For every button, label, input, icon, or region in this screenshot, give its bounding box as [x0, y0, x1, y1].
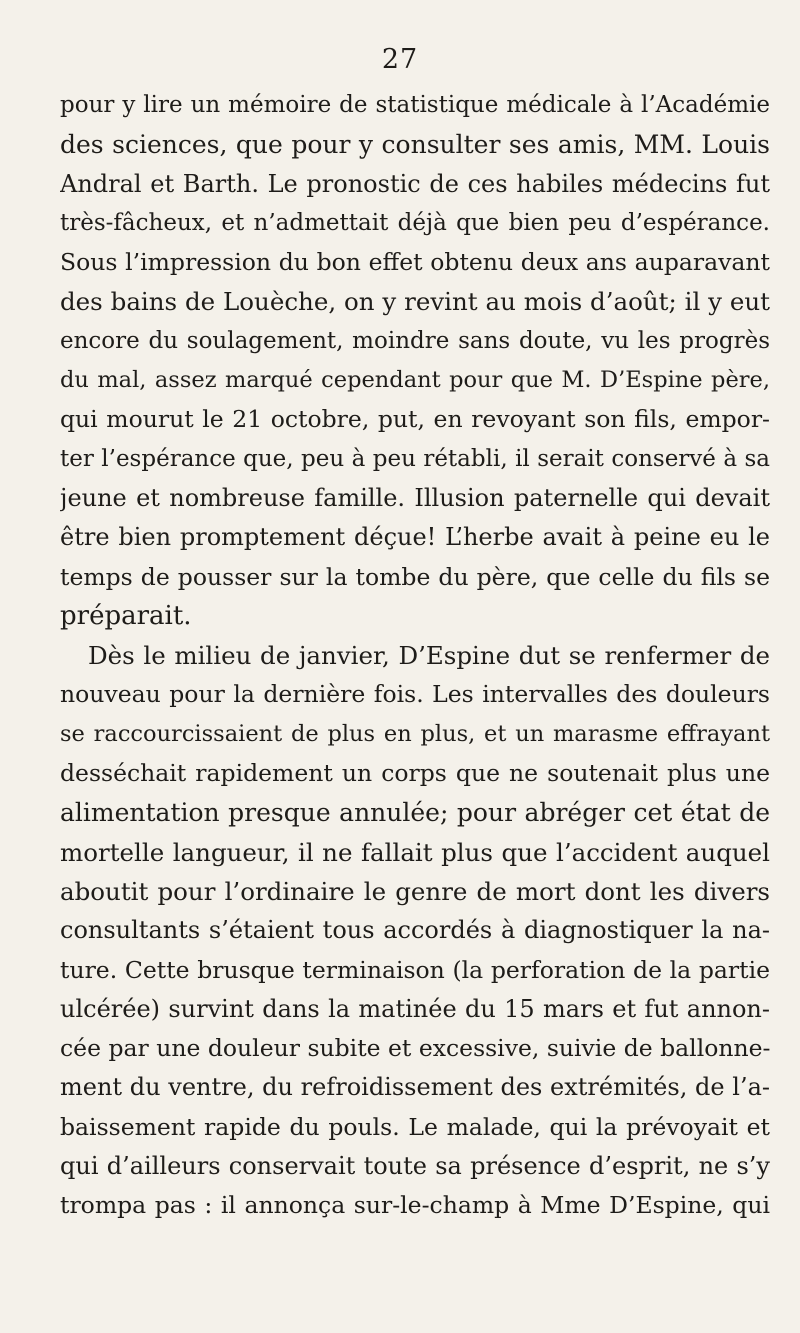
text-line: être bien promptement déçue! L’herbe avait à peine eu le: [60, 523, 770, 552]
text-line: nouveau pour la dernière fois. Les intervalles des douleurs: [60, 680, 770, 709]
text-line: mortelle langueur, il ne fallait plus que l’accident auquel: [60, 837, 770, 867]
text-line: se raccourcissaient de plus en plus, et un marasme effrayant: [60, 720, 770, 747]
text-line: du mal, assez marqué cependant pour que M. D’Espine père,: [60, 367, 770, 394]
text-line: préparait.: [60, 600, 192, 631]
body-text: [60, 86, 770, 1226]
text-line: qui d’ailleurs conservait toute sa présence d’esprit, ne s’y: [60, 1152, 770, 1181]
page-number: 27: [381, 44, 419, 75]
text-line: Dès le milieu de janvier, D’Espine dut se renfermer de: [88, 641, 770, 671]
text-line: Sous l’impression du bon effet obtenu deux ans auparavant: [60, 248, 770, 277]
text-line: des sciences, que pour y consulter ses amis, MM. Louis: [60, 130, 770, 160]
text-line: pour y lire un mémoire de statistique médicale à l’Académie: [60, 92, 770, 118]
text-line: aboutit pour l’ordinaire le genre de mort dont les divers: [60, 876, 770, 906]
text-line: encore du soulagement, moindre sans doute, vu les progrès: [60, 327, 770, 354]
text-line: ter l’espérance que, peu à peu rétabli, il serait conservé à sa: [60, 445, 770, 472]
text-line: desséchait rapidement un corps que ne soutenait plus une: [60, 759, 770, 788]
text-line: Andral et Barth. Le pronostic de ces habiles médecins fut: [60, 169, 770, 198]
text-line: des bains de Louèche, on y revint au mois d’août; il y eut: [60, 287, 770, 317]
text-line: consultants s’étaient tous accordés à diagnostiquer la na-: [60, 916, 770, 945]
text-line: ulcérée) survint dans la matinée du 15 mars et fut annon-: [60, 994, 770, 1023]
text-line: trompa pas : il annonça sur-le-champ à Mme D’Espine, qui: [60, 1191, 770, 1220]
text-line: très-fâcheux, et n’admettait déjà que bien peu d’espérance.: [60, 209, 770, 236]
text-line: baissement rapide du pouls. Le malade, qui la prévoyait et: [60, 1112, 770, 1141]
text-line: qui mourut le 21 octobre, put, en revoyant son fils, empor-: [60, 405, 770, 434]
text-line: alimentation presque annulée; pour abréger cet état de: [60, 798, 770, 828]
text-line: temps de pousser sur la tombe du père, que celle du fils se: [60, 562, 770, 591]
text-line: cée par une douleur subite et excessive, suivie de ballonne-: [60, 1034, 770, 1063]
text-line: jeune et nombreuse famille. Illusion paternelle qui devait: [60, 483, 770, 512]
text-line: ment du ventre, du refroidissement des extrémités, de l’a-: [60, 1073, 770, 1102]
text-line: ture. Cette brusque terminaison (la perforation de la partie: [60, 955, 770, 984]
